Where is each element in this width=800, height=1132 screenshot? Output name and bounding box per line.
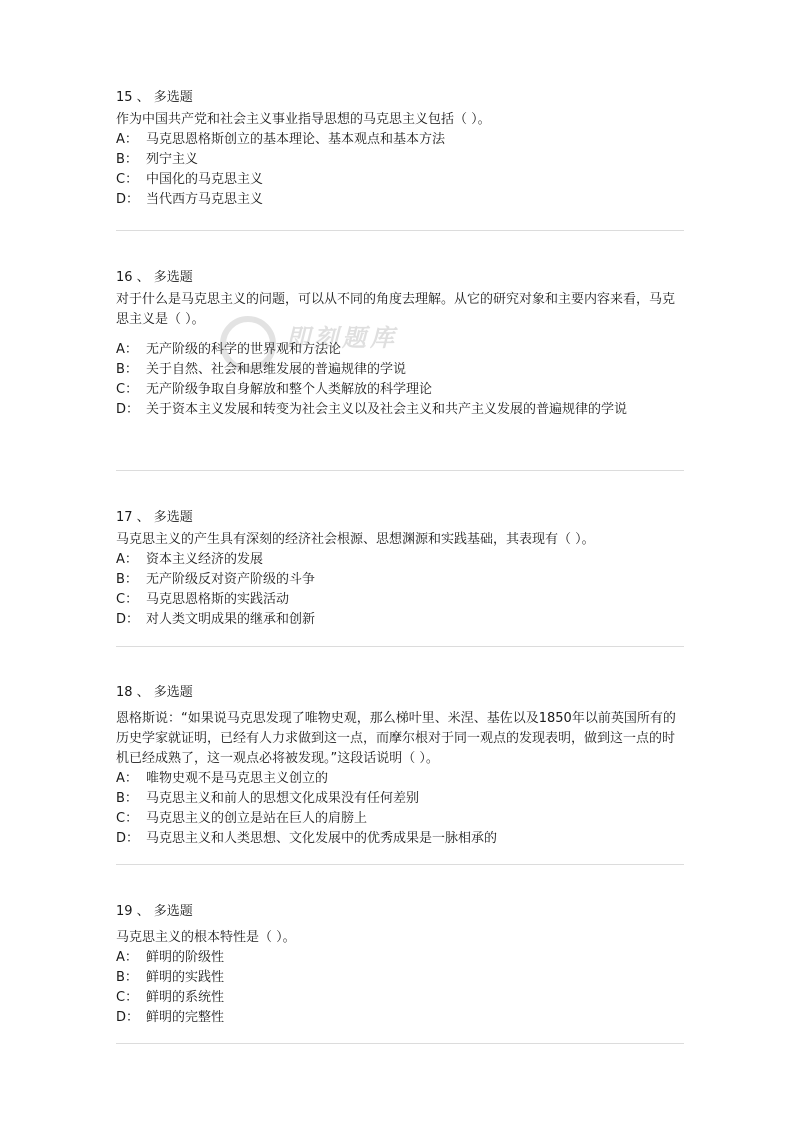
question-stem: 马克思主义的根本特性是（ ）。 [116, 930, 296, 945]
question-body [116, 530, 686, 630]
question-header: 17 、 多选题 [116, 510, 193, 525]
option-letter: A： [116, 552, 138, 567]
question-17 [116, 508, 686, 630]
option-text: 鲜明的实践性 [146, 970, 225, 985]
option-text: 马克思恩格斯创立的基本理论、基本观点和基本方法 [146, 132, 446, 147]
question-15 [116, 88, 686, 210]
option-text: 鲜明的阶级性 [146, 950, 225, 965]
option-a[interactable] [116, 948, 686, 968]
option-text: 鲜明的完整性 [146, 1010, 225, 1025]
option-text: 马克思恩格斯的实践活动 [146, 592, 290, 607]
option-list [116, 948, 686, 1028]
option-text: 无产阶级反对资产阶级的斗争 [146, 572, 316, 587]
option-letter: B： [116, 791, 138, 806]
option-list [116, 550, 686, 630]
option-letter: C： [116, 382, 139, 397]
option-letter: B： [116, 572, 138, 587]
question-19 [116, 902, 686, 1028]
question-stem: 恩格斯说：“如果说马克思发现了唯物史观，那么梯叶里、米涅、基佐以及1850年以前英国所有的历史学家就证明，已经有人力求做到这一点，而摩尔根对于同一观点的发现表明，做到这一点的时机已经成熟了，这一观点必将被发现。”这段话说明（ ）。 [116, 711, 676, 766]
option-letter: A： [116, 771, 138, 786]
option-letter: C： [116, 811, 139, 826]
option-text: 马克思主义的创立是站在巨人的肩膀上 [146, 811, 368, 826]
option-text: 关于自然、社会和思维发展的普遍规律的学说 [146, 362, 407, 377]
option-letter: D： [116, 831, 140, 846]
option-b[interactable] [116, 150, 686, 170]
option-text: 列宁主义 [146, 152, 199, 167]
option-letter: D： [116, 192, 140, 207]
option-text: 马克思主义和前人的思想文化成果没有任何差别 [146, 791, 420, 806]
option-text: 无产阶级争取自身解放和整个人类解放的科学理论 [146, 382, 433, 397]
option-letter: B： [116, 362, 138, 377]
option-letter: A： [116, 132, 138, 147]
question-divider [116, 864, 684, 865]
question-stem: 作为中国共产党和社会主义事业指导思想的马克思主义包括（ ）。 [116, 112, 491, 127]
option-c[interactable] [116, 170, 686, 190]
option-text: 关于资本主义发展和转变为社会主义以及社会主义和共产主义发展的普遍规律的学说 [146, 402, 628, 417]
option-d[interactable] [116, 829, 686, 849]
option-letter: B： [116, 970, 138, 985]
option-list [116, 340, 686, 420]
option-letter: A： [116, 342, 138, 357]
question-divider [116, 230, 684, 231]
option-letter: D： [116, 612, 140, 627]
option-text: 对人类文明成果的继承和创新 [146, 612, 316, 627]
option-list [116, 769, 686, 849]
option-c[interactable] [116, 380, 686, 400]
option-a[interactable] [116, 340, 686, 360]
question-stem: 对于什么是马克思主义的问题，可以从不同的角度去理解。从它的研究对象和主要内容来看，马克思主义是（ ）。 [116, 292, 676, 327]
option-letter: C： [116, 172, 139, 187]
option-text: 马克思主义和人类思想、文化发展中的优秀成果是一脉相承的 [146, 831, 498, 846]
question-body [116, 110, 686, 210]
question-header: 18 、 多选题 [116, 685, 193, 700]
option-b[interactable] [116, 968, 686, 988]
option-text: 中国化的马克思主义 [146, 172, 264, 187]
option-a[interactable] [116, 130, 686, 150]
option-b[interactable] [116, 789, 686, 809]
question-body [116, 928, 686, 1028]
option-text: 鲜明的系统性 [146, 990, 225, 1005]
question-divider [116, 1043, 684, 1044]
option-b[interactable] [116, 570, 686, 590]
question-body [116, 709, 686, 849]
option-d[interactable] [116, 610, 686, 630]
question-header: 16 、 多选题 [116, 270, 193, 285]
question-18 [116, 683, 686, 849]
question-body [116, 290, 686, 420]
option-a[interactable] [116, 550, 686, 570]
option-c[interactable] [116, 988, 686, 1008]
option-letter: D： [116, 402, 140, 417]
watermark-text: 即刻题库 [286, 324, 398, 352]
option-list [116, 130, 686, 210]
option-d[interactable] [116, 1008, 686, 1028]
option-text: 资本主义经济的发展 [146, 552, 264, 567]
question-stem: 马克思主义的产生具有深刻的经济社会根源、思想渊源和实践基础，其表现有（ ）。 [116, 532, 595, 547]
option-text: 唯物史观不是马克思主义创立的 [146, 771, 329, 786]
option-letter: A： [116, 950, 138, 965]
option-a[interactable] [116, 769, 686, 789]
option-letter: C： [116, 990, 139, 1005]
question-header: 15 、 多选题 [116, 90, 193, 105]
option-text: 无产阶级的科学的世界观和方法论 [146, 342, 342, 357]
option-d[interactable] [116, 400, 686, 420]
option-letter: D： [116, 1010, 140, 1025]
question-header: 19 、 多选题 [116, 904, 193, 919]
question-divider [116, 646, 684, 647]
option-letter: C： [116, 592, 139, 607]
option-text: 当代西方马克思主义 [146, 192, 264, 207]
question-divider [116, 470, 684, 471]
option-d[interactable] [116, 190, 686, 210]
option-letter: B： [116, 152, 138, 167]
option-b[interactable] [116, 360, 686, 380]
question-16 [116, 268, 686, 420]
option-c[interactable] [116, 590, 686, 610]
option-c[interactable] [116, 809, 686, 829]
